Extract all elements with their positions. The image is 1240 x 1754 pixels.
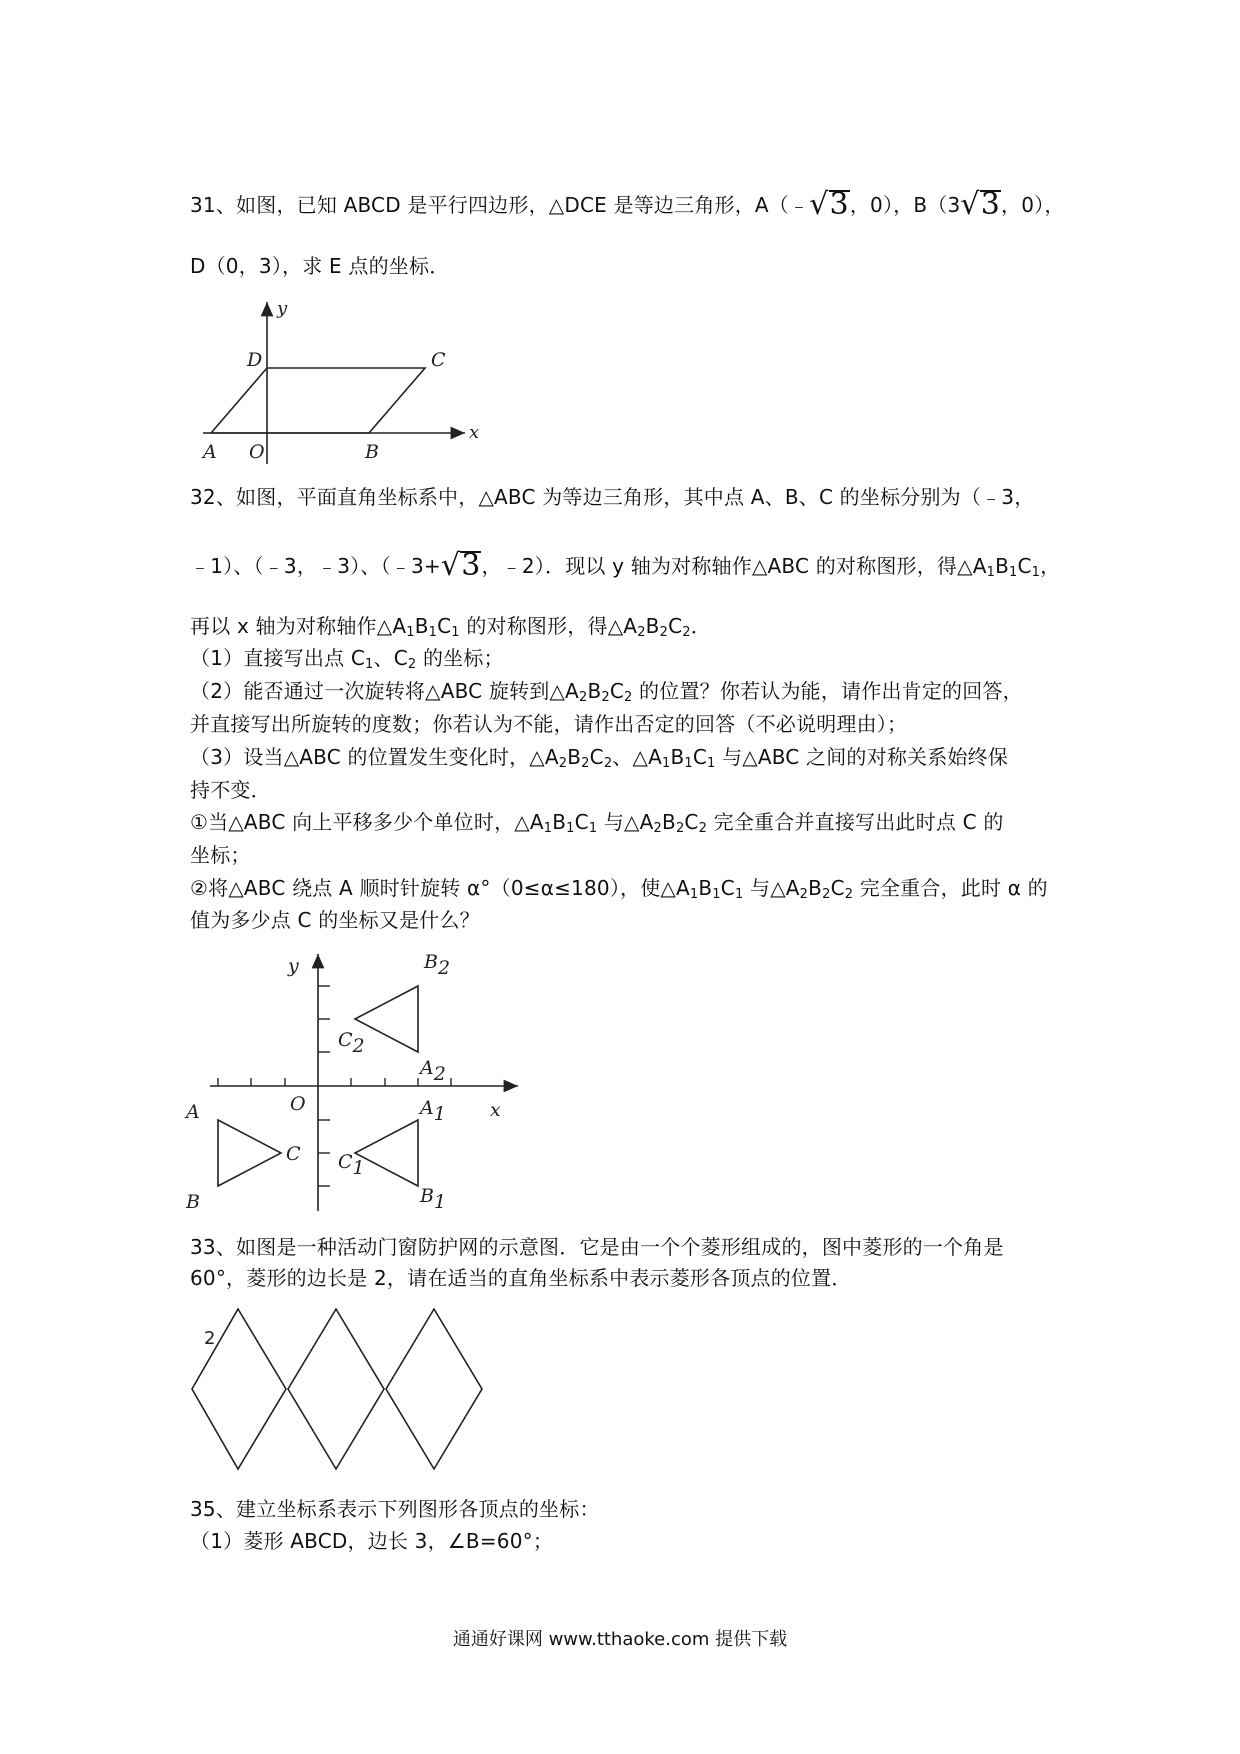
q32-case1-line2: 坐标；: [190, 843, 251, 867]
label-y: y: [288, 955, 299, 977]
q31-line2: D（0，3），求 E 点的坐标．: [190, 254, 450, 278]
q33-line2: 60°，菱形的边长是 2，请在适当的直角坐标系中表示菱形各顶点的位置．: [190, 1266, 852, 1290]
label-o: O: [290, 1093, 306, 1115]
parallelogram-abcd: [211, 368, 425, 433]
label-a1: A1: [420, 1097, 446, 1125]
rhombus: [386, 1309, 482, 1469]
label-b1: B1: [420, 1185, 447, 1213]
label-c: C: [286, 1143, 301, 1165]
q32-part2-line2: 并直接写出所旋转的度数；你若认为不能，请作出否定的回答（不必说明理由）；: [190, 712, 908, 736]
label-a2: A2: [420, 1057, 446, 1085]
label-d: D: [247, 349, 263, 371]
label-c1: C1: [338, 1151, 365, 1179]
label-a: A: [203, 441, 217, 463]
q32-part3-line2: 持不变．: [190, 778, 271, 802]
q35-line2: （1）菱形 ABCD，边长 3，∠B=60°；: [190, 1529, 554, 1553]
label-y: y: [277, 298, 288, 319]
q32-case2: ②将△ABC 绕点 A 顺时针旋转 α°（0≤α≤180），使$\triangle A_1B_1C_1$ 与$\triangle A_2B_2C_2$ 完全重合，此时 α 的: [190, 876, 1048, 902]
q32-line1: 32、如图，平面直角坐标系中，△ABC 为等边三角形，其中点 A、B、C 的坐标分别为（﹣3，: [190, 485, 1035, 509]
label-c: C: [431, 349, 446, 371]
label-c2: C2: [338, 1029, 365, 1057]
sqrt-3: √3: [809, 187, 849, 222]
q32-case1: ①当△ABC 向上平移多少个单位时，$\triangle A_1B_1C_1$ 与$\triangle A_2B_2C_2$ 完全重合并直接写出此时点 C 的: [190, 810, 1004, 836]
q35-line1: 35、建立坐标系表示下列图形各顶点的坐标：: [190, 1497, 600, 1521]
page-footer: 通通好课网 www.tthaoke.com 提供下载: [452, 1629, 788, 1650]
q32-part2: （2）能否通过一次旋转将△ABC 旋转到$\triangle A_2B_2C_2$ 的位置？你若认为能，请作出肯定的回答，: [190, 679, 1023, 705]
q32-part1: （1）直接写出点 $C_1$、$C_2$ 的坐标；: [190, 646, 504, 672]
triangle-abc: [218, 1120, 281, 1186]
figure-32-triangles: [188, 946, 528, 1216]
side-label: 2: [204, 1328, 216, 1349]
label-x: x: [469, 422, 480, 443]
sqrt-3: √3: [960, 187, 1001, 222]
q33-line1: 33、如图是一种活动门窗防护网的示意图．它是由一个个菱形组成的，图中菱形的一个角是: [190, 1235, 1004, 1259]
label-x: x: [490, 1099, 501, 1121]
q32-line2: ﹣1）、（﹣3，﹣3）、（﹣3+√3，﹣2）．现以 y 轴为对称轴作△ABC 的对称图形，得$\triangle A_1B_1C_1$，: [190, 548, 1061, 583]
figure-31-parallelogram: [195, 296, 495, 466]
label-b: B: [186, 1191, 200, 1213]
q32-part3: （3）设当△ABC 的位置发生变化时，$\triangle A_2B_2C_2$、$\triangle A_1B_1C_1$ 与△ABC 之间的对称关系始终保: [190, 745, 1009, 771]
label-b: B: [365, 441, 379, 463]
label-b2: B2: [424, 951, 451, 979]
rhombus: [288, 1309, 384, 1469]
label-o: O: [249, 441, 265, 463]
q32-line3: 再以 x 轴为对称轴作$\triangle A_1B_1C_1$ 的对称图形，得$\triangle A_2B_2C_2$．: [190, 614, 711, 640]
q32-case2-line2: 值为多少点 C 的坐标又是什么？: [190, 908, 480, 932]
figure-33-rhombus-net: [190, 1304, 510, 1474]
label-a: A: [186, 1101, 200, 1123]
sqrt-3: √3: [440, 548, 481, 583]
q31-line1: 31、如图，已知 ABCD 是平行四边形，△DCE 是等边三角形，A（﹣√3，0），B（3√3，0），: [190, 187, 1065, 222]
